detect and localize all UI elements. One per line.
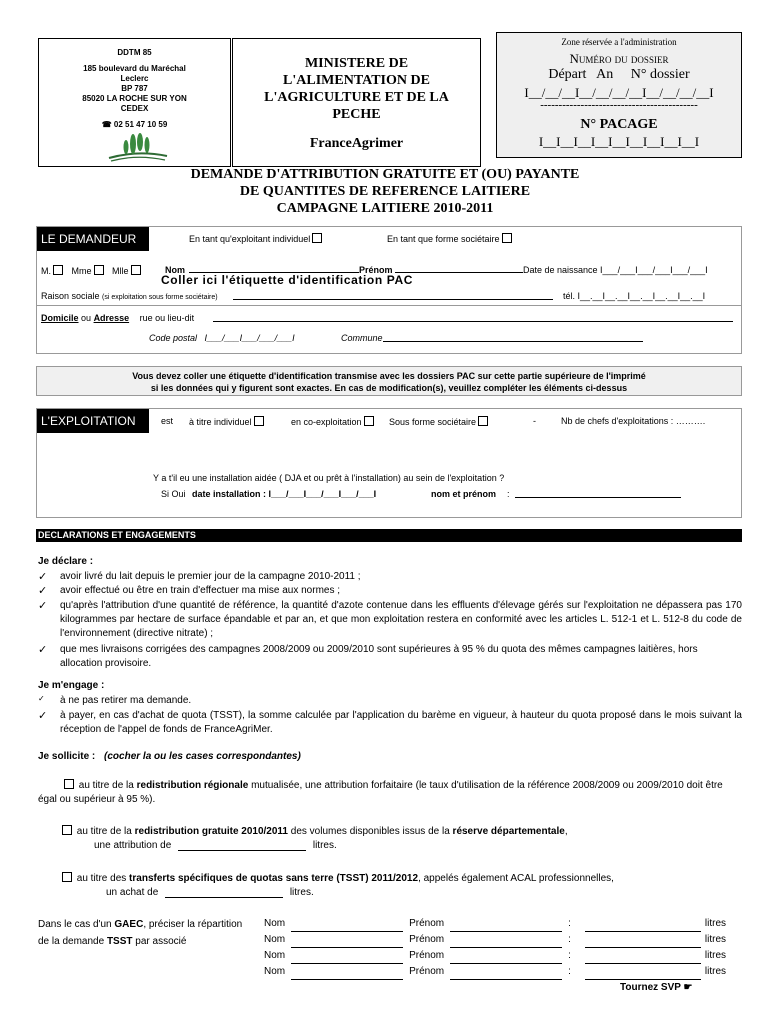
option1-bold: redistribution régionale — [136, 780, 249, 791]
gaec-l2-post: par associé — [135, 936, 187, 947]
option-redistribution-gratuite[interactable] — [60, 825, 568, 837]
row-colon: : — [568, 950, 571, 961]
opt-sous-forme-societaire-label: Sous forme sociétaire — [389, 417, 477, 427]
row-litres-label: litres — [704, 934, 727, 945]
commune-field[interactable] — [383, 332, 643, 342]
check-mark-icon: ✓ — [38, 600, 48, 612]
ddtm-box — [38, 38, 231, 167]
row-litres-label: litres — [704, 966, 727, 977]
prenom-field[interactable] — [395, 263, 523, 273]
individuel-checkbox[interactable] — [312, 233, 322, 243]
est-label: est — [161, 416, 174, 426]
gaec-table — [264, 916, 726, 980]
check-mark-icon: ✓ — [38, 571, 48, 583]
achat-volume-field[interactable] — [165, 887, 283, 898]
gaec-l1-pre: Dans le cas d'un — [38, 919, 112, 930]
option2-mid: des volumes disponibles issus de la — [290, 826, 450, 837]
check-mark-icon: ✓ — [38, 644, 48, 656]
gaec-instruction — [38, 916, 242, 950]
pacage-title: N° PACAGE — [580, 117, 658, 132]
engage-item-2: à payer, en cas d'achat de quota (TSST), la somme calculée par l'application du barème en vigueur, à hauteur du quota proposé dans le mois suivant la réception de l'appel de fonds de FranceAgriMer. — [60, 710, 742, 735]
demandeur-heading: LE DEMANDEUR — [37, 227, 149, 251]
ddtm-bp: BP 787 — [121, 84, 148, 93]
ministry-line-3: L'AGRICULTURE ET DE LA — [264, 90, 449, 105]
notice-line-1: Vous devez coller une étiquette d'identification transmise avec les dossiers PAC sur cette partie supérieure de l'imprimé — [132, 371, 646, 381]
row-prenom-label: Prénom — [409, 918, 445, 929]
ministry-line-1: MINISTERE DE — [304, 56, 409, 71]
option-sous-forme-societaire[interactable] — [389, 416, 490, 427]
check-mark-icon: ✓ — [38, 694, 45, 703]
demandeur-section — [36, 226, 742, 354]
je-sollicite-label: Je sollicite : — [38, 751, 96, 762]
civ-m-checkbox[interactable] — [53, 265, 63, 275]
gaec-row — [264, 916, 726, 932]
exploitation-section: L'EXPLOITATION est à titre individuel en co-exploitation Sous forme sociétaire - Nb de chefs d'exploitations : ………. Y a t'il eu une installation aidée ( DJA et ou prêt à l'installation) au sein de l'exploitation ? Si Oui date installation : I___/___I___/___I___/___I nom et prénom : — [36, 408, 742, 518]
prenom-label: Prénom — [359, 265, 393, 275]
notice-box — [36, 366, 742, 396]
gaec-row — [264, 932, 726, 948]
ministry-agency: FranceAgrimer — [309, 136, 404, 151]
option-forme-societaire[interactable] — [387, 233, 514, 244]
je-engage-label: Je m'engage : — [38, 680, 105, 691]
achat-litres-label: litres. — [289, 887, 314, 898]
ministry-line-2: L'ALIMENTATION DE — [283, 73, 430, 88]
option1-post: mutualisée, une attribution forfaitaire (le taux d'utilisation de la référence 2008/2009 ou 2009/2010 doit être égal ou supérieur à 95 %). — [38, 780, 723, 805]
option2-pre: au titre de la — [76, 826, 132, 837]
tsst-checkbox[interactable] — [62, 872, 72, 882]
ddtm-address-2: Leclerc — [120, 74, 149, 83]
opt-coexploitation-label: en co-exploitation — [291, 417, 362, 427]
dossier-title: Numéro du dossier — [569, 51, 669, 66]
gaec-l1-bold: GAEC — [114, 919, 144, 930]
dossier-number-input[interactable]: I__/__/__I__/__/__/__I__/__/__/__I — [524, 85, 714, 100]
opt-societaire-label: En tant que forme sociétaire — [387, 234, 500, 244]
option3-post: , appelés également ACAL professionnelles, — [418, 873, 614, 884]
opt-titre-individuel-label: à titre individuel — [189, 417, 252, 427]
attribution-volume-field[interactable] — [178, 840, 306, 851]
row-litres-label: litres — [704, 918, 727, 929]
option2-bold: redistribution gratuite 2010/2011 — [134, 826, 288, 837]
associe-litres-field[interactable] — [585, 937, 701, 948]
domicile-label: Domicile — [41, 313, 79, 323]
commune-label: Commune — [341, 333, 383, 343]
title-line-3: CAMPAGNE LAITIERE 2010-2011 — [276, 201, 494, 216]
title-line-1: DEMANDE D'ATTRIBUTION GRATUITE ET (OU) PAYANTE — [190, 167, 580, 182]
titre-individuel-checkbox[interactable] — [254, 416, 264, 426]
civ-m-label: M. — [41, 266, 51, 276]
row-nom-label: Nom — [264, 966, 286, 977]
row-prenom-label: Prénom — [409, 966, 445, 977]
associe-nom-field[interactable] — [291, 969, 403, 980]
societaire-checkbox[interactable] — [502, 233, 512, 243]
pacage-input[interactable]: I__I__I__I__I__I__I__I__I__I — [538, 134, 700, 149]
admin-zone-box — [496, 32, 742, 158]
row-prenom-label: Prénom — [409, 950, 445, 961]
achat-label: un achat de — [106, 887, 159, 898]
option-titre-individuel[interactable] — [189, 416, 266, 427]
row-nom-label: Nom — [264, 918, 286, 929]
attribution-label: une attribution de — [94, 840, 172, 851]
engage-item-1: à ne pas retirer ma demande. — [60, 695, 192, 706]
check-mark-icon: ✓ — [38, 710, 48, 722]
exploitation-heading: L'EXPLOITATION — [37, 409, 149, 433]
row-colon: : — [568, 918, 571, 929]
redistribution-gratuite-checkbox[interactable] — [62, 825, 72, 835]
declare-item-4: que mes livraisons corrigées des campagnes 2008/2009 ou 2009/2010 sont supérieures à 95 % du quota des mêmes campagnes laitières, hors allocation provisoire. — [60, 644, 698, 669]
associe-litres-field[interactable] — [585, 921, 701, 932]
admin-zone-label: Zone réservée a l'administration — [561, 37, 677, 47]
row-colon: : — [568, 934, 571, 945]
check-mark-icon: ✓ — [38, 585, 48, 597]
option-tsst[interactable] — [60, 872, 614, 884]
option3-bold: transferts spécifiques de quotas sans terre (TSST) 2011/2012 — [129, 873, 419, 884]
tournez-svp: Tournez SVP — [620, 982, 681, 993]
associe-nom-field[interactable] — [291, 921, 403, 932]
coexploitation-checkbox[interactable] — [364, 416, 374, 426]
ministry-box — [232, 38, 481, 167]
nom-prenom-field[interactable] — [515, 488, 681, 498]
row-nom-label: Nom — [264, 950, 286, 961]
associe-litres-field[interactable] — [585, 969, 701, 980]
admin-separator: ------------------------------------------- — [540, 99, 698, 111]
ddtm-city: 85020 LA ROCHE SUR YON — [82, 94, 187, 103]
redistribution-regionale-checkbox[interactable] — [64, 779, 74, 789]
attribution-litres-label: litres. — [312, 840, 337, 851]
rue-field[interactable] — [213, 312, 733, 322]
ministry-line-4: PECHE — [332, 107, 381, 122]
page-title — [0, 166, 770, 217]
option2-bold-2: réserve départementale — [452, 826, 565, 837]
civ-mlle-checkbox[interactable] — [131, 265, 141, 275]
raison-sociale-label: Raison sociale — [41, 291, 100, 301]
declare-item-1: avoir livré du lait depuis le premier jour de la campagne 2010-2011 ; — [60, 571, 361, 582]
gaec-l2-pre: de la demande — [38, 936, 105, 947]
associe-prenom-field[interactable] — [450, 937, 562, 948]
raison-sociale-note: (si exploitation sous forme sociétaire) — [102, 294, 218, 301]
adresse-label: Adresse — [93, 313, 130, 323]
row-nom-label: Nom — [264, 934, 286, 945]
associe-litres-field[interactable] — [585, 953, 701, 964]
nb-chefs-field[interactable]: Nb de chefs d'exploitations : ………. — [561, 416, 706, 426]
date-installation-field[interactable]: date installation : I___/___I___/___I___/___I — [192, 489, 377, 499]
date-naissance-field[interactable]: Date de naissance I___/___I___/___I___/___I — [523, 265, 708, 275]
associe-nom-field[interactable] — [291, 937, 403, 948]
gaec-l1-post: , préciser la répartition — [143, 919, 243, 930]
option-exploitant-individuel[interactable] — [189, 233, 324, 244]
rue-label: rue ou lieu-dit — [139, 313, 195, 323]
sticker-instruction: Coller ici l'étiquette d'identification PAC — [161, 273, 413, 287]
option2-end: , — [564, 826, 568, 837]
gaec-row — [264, 948, 726, 964]
installation-question: Y a t'il eu une installation aidée ( DJA et ou prêt à l'installation) au sein de l'exploitation ? — [153, 473, 505, 483]
si-oui-label: Si Oui — [161, 489, 186, 499]
declare-item-3: qu'après l'attribution d'une quantité de référence, la quantité d'azote contenue dans les effluents d'élevage gérés sur l'exploitation ne dépassera pas 170 kilogrammes par hectare de surface épandable et par an, et que mon exploitation restera en conformité avec les articles L. 512-1 et L. 512-8 du code de l'environnement (directive nitrate) ; — [60, 600, 742, 639]
tel-field[interactable]: tél. I__.__I__.__I__.__I__.__I__.__I — [563, 291, 706, 301]
notice-line-2: si les données qui y figurent sont exactes. En cas de modification(s), veuillez compléter les éléments ci-dessus — [150, 383, 628, 393]
row-litres-label: litres — [704, 950, 727, 961]
declare-item-2: avoir effectué ou être en train d'effectuer ma mise aux normes ; — [60, 585, 341, 596]
nom-prenom-label: nom et prénom — [431, 489, 497, 499]
ddtm-cedex: CEDEX — [120, 104, 149, 113]
code-postal-field[interactable]: Code postal I___/___I___/___/___I — [149, 333, 295, 343]
dossier-fields: Départ An N° dossier — [548, 67, 690, 82]
ddtm-phone: ☎ 02 51 47 10 59 — [101, 120, 168, 129]
nom-field[interactable] — [189, 263, 359, 273]
ministry-logo-icon — [107, 132, 169, 162]
opt-individuel-label: En tant qu'exploitant individuel — [189, 234, 311, 244]
sollicite-hint: (cocher la ou les cases correspondantes) — [104, 751, 301, 762]
ou-label: ou — [81, 313, 92, 323]
gaec-row — [264, 964, 726, 980]
associe-prenom-field[interactable] — [450, 969, 562, 980]
associe-nom-field[interactable] — [291, 953, 403, 964]
associe-prenom-field[interactable] — [450, 921, 562, 932]
pointing-hand-icon: ☛ — [683, 982, 693, 993]
raison-sociale-field[interactable] — [233, 290, 553, 300]
declarations-heading: DECLARATIONS ET ENGAGEMENTS — [36, 529, 742, 542]
gaec-l2-bold: TSST — [106, 936, 133, 947]
civ-mme-checkbox[interactable] — [94, 265, 104, 275]
option3-pre: au titre des — [76, 873, 127, 884]
option-redistribution-regionale[interactable] — [38, 779, 742, 807]
option1-pre: au titre de la — [78, 780, 134, 791]
title-line-2: DE QUANTITES DE REFERENCE LAITIERE — [239, 184, 531, 199]
ddtm-name: DDTM 85 — [117, 48, 152, 57]
row-colon: : — [568, 966, 571, 977]
associe-prenom-field[interactable] — [450, 953, 562, 964]
row-prenom-label: Prénom — [409, 934, 445, 945]
sous-forme-societaire-checkbox[interactable] — [478, 416, 488, 426]
option-coexploitation[interactable] — [291, 416, 376, 427]
dash-separator: - — [533, 416, 536, 426]
nom-label: Nom — [165, 265, 185, 275]
civ-mme-label: Mme — [71, 266, 92, 276]
je-declare-label: Je déclare : — [38, 556, 94, 567]
civ-mlle-label: Mlle — [112, 266, 129, 276]
ddtm-address-1: 185 boulevard du Maréchal — [83, 64, 186, 73]
